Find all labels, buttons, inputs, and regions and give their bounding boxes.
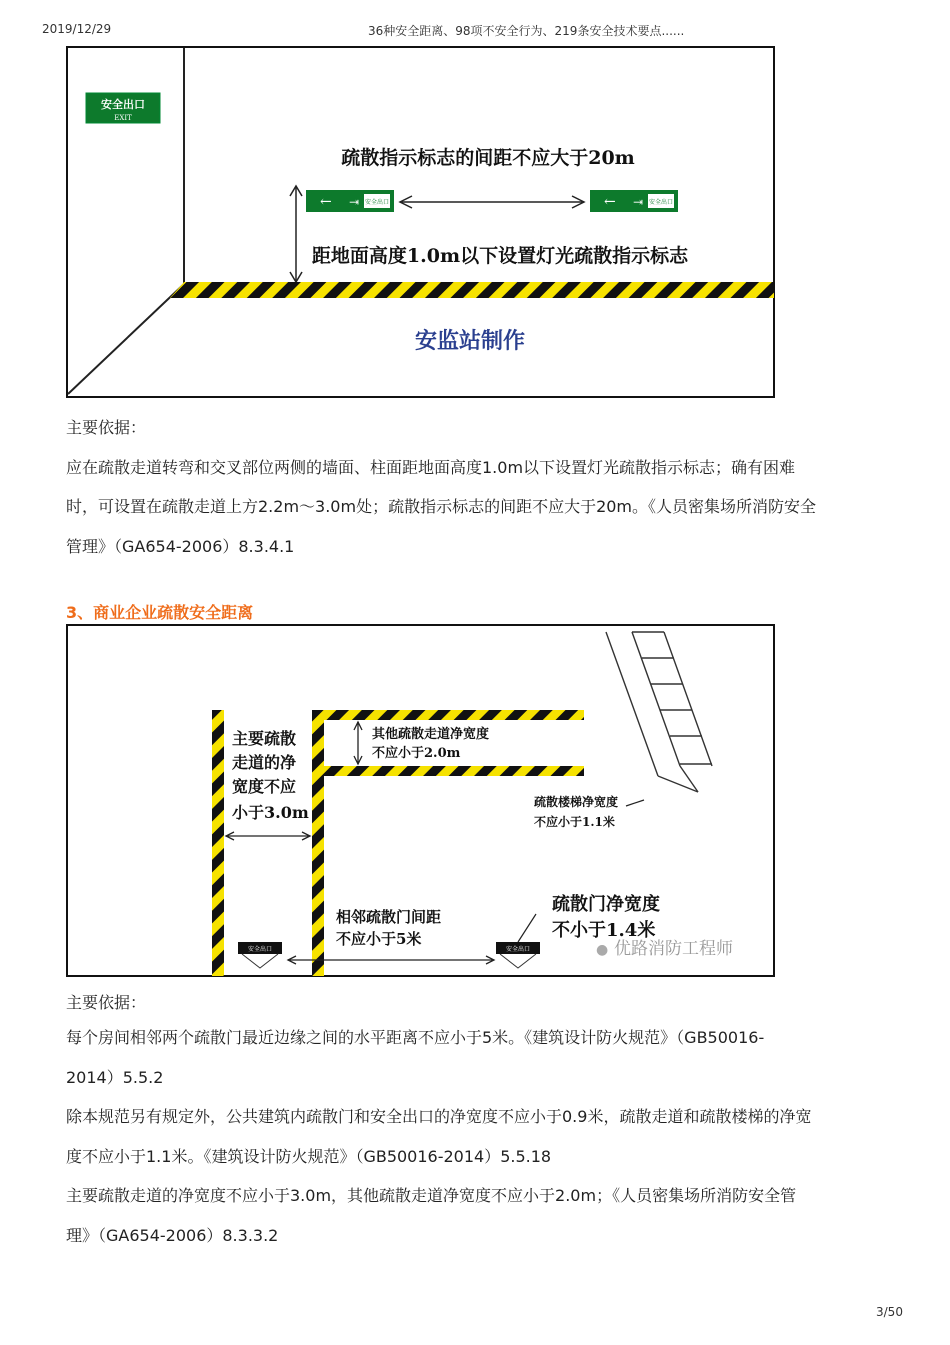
commercial-evacuation-diagram (66, 624, 776, 978)
hazard-stripe (312, 710, 584, 720)
svg-text:宽度不应: 宽度不应 (232, 777, 297, 796)
svg-text:不小于1.4米: 不小于1.4米 (552, 920, 656, 941)
basis-text-1-line-3: 管理》（GA654-2006）8.3.4.1 (66, 537, 295, 556)
exit-sign-right (590, 190, 678, 212)
running-man-icon: ⇥ (633, 195, 644, 209)
svg-text:疏散楼梯净宽度: 疏散楼梯净宽度 (534, 795, 619, 809)
small-sign-label: 安全出口 (364, 199, 390, 206)
hazard-stripe (312, 710, 324, 976)
basis-text-2-line-5: 主要疏散走道的净宽度不应小于3.0m，其他疏散走道净宽度不应小于2.0m；《人员密集场所消防安全管 (66, 1186, 797, 1205)
svg-text:小于3.0m: 小于3.0m (232, 803, 309, 822)
hazard-stripe (212, 710, 224, 976)
svg-text:不应小于5米: 不应小于5米 (336, 930, 422, 948)
arrow-left-icon: ← (320, 194, 332, 210)
running-man-icon: ⇥ (349, 195, 360, 209)
credit-label: 安监站制作 (414, 328, 526, 354)
print-date: 2019/12/29 (42, 22, 112, 36)
basis-label-2: 主要依据： (66, 993, 147, 1012)
basis-label-1: 主要依据： (66, 418, 147, 437)
svg-text:安全出口: 安全出口 (505, 946, 531, 953)
page-number: 3/50 (876, 1305, 903, 1319)
svg-text:走道的净: 走道的净 (232, 753, 297, 772)
svg-text:优路消防工程师: 优路消防工程师 (614, 939, 733, 959)
watermark (596, 938, 733, 959)
svg-text:疏散门净宽度: 疏散门净宽度 (552, 894, 660, 915)
exit-sign-left (306, 190, 394, 212)
small-sign-label: 安全出口 (648, 199, 674, 206)
exit-sign-sub: EXIT (114, 114, 132, 122)
basis-text-2-line-4: 度不应小于1.1米。《建筑设计防火规范》（GB50016-2014）5.5.18 (66, 1147, 552, 1166)
basis-text-1-line-1: 应在疏散走道转弯和交叉部位两侧的墙面、柱面距地面高度1.0m以下设置灯光疏散指示标志；确有困难 (66, 458, 796, 477)
arrow-left-icon: ← (604, 194, 616, 210)
svg-text:相邻疏散门间距: 相邻疏散门间距 (336, 908, 442, 926)
basis-text-2-line-3: 除本规范另有规定外，公共建筑内疏散门和安全出口的净宽度不应小于0.9米，疏散走道和疏散楼梯的净宽 (66, 1107, 812, 1126)
svg-text:主要疏散: 主要疏散 (232, 729, 297, 748)
hazard-stripe (170, 282, 774, 298)
evacuation-sign-diagram (66, 46, 776, 399)
basis-text-1-line-2: 时，可设置在疏散走道上方2.2m～3.0m处；疏散指示标志的间距不应大于20m。《人员密集场所消防安全 (66, 497, 817, 516)
exit-sign-large (86, 93, 160, 123)
svg-text:不应小于2.0m: 不应小于2.0m (372, 746, 461, 761)
exit-sign-label: 安全出口 (101, 98, 145, 111)
svg-text:安全出口: 安全出口 (247, 946, 273, 953)
svg-text:不应小于1.1米: 不应小于1.1米 (534, 815, 615, 829)
caption-height: 距地面高度1.0m以下设置灯光疏散指示标志 (311, 245, 689, 267)
hazard-stripe (324, 766, 584, 776)
document-title: 36种安全距离、98项不安全行为、219条安全技术要点...... (368, 24, 685, 38)
section-heading: 3、商业企业疏散安全距离 (66, 603, 254, 622)
svg-text:其他疏散走道净宽度: 其他疏散走道净宽度 (372, 727, 490, 742)
basis-text-2-line-6: 理》（GA654-2006）8.3.3.2 (66, 1226, 279, 1245)
wechat-icon: ● (596, 942, 609, 958)
basis-text-2-line-2: 2014）5.5.2 (66, 1068, 164, 1087)
caption-spacing: 疏散指示标志的间距不应大于20m (341, 147, 635, 169)
basis-text-2-line-1: 每个房间相邻两个疏散门最近边缘之间的水平距离不应小于5米。《建筑设计防火规范》（GB50016- (66, 1028, 765, 1047)
